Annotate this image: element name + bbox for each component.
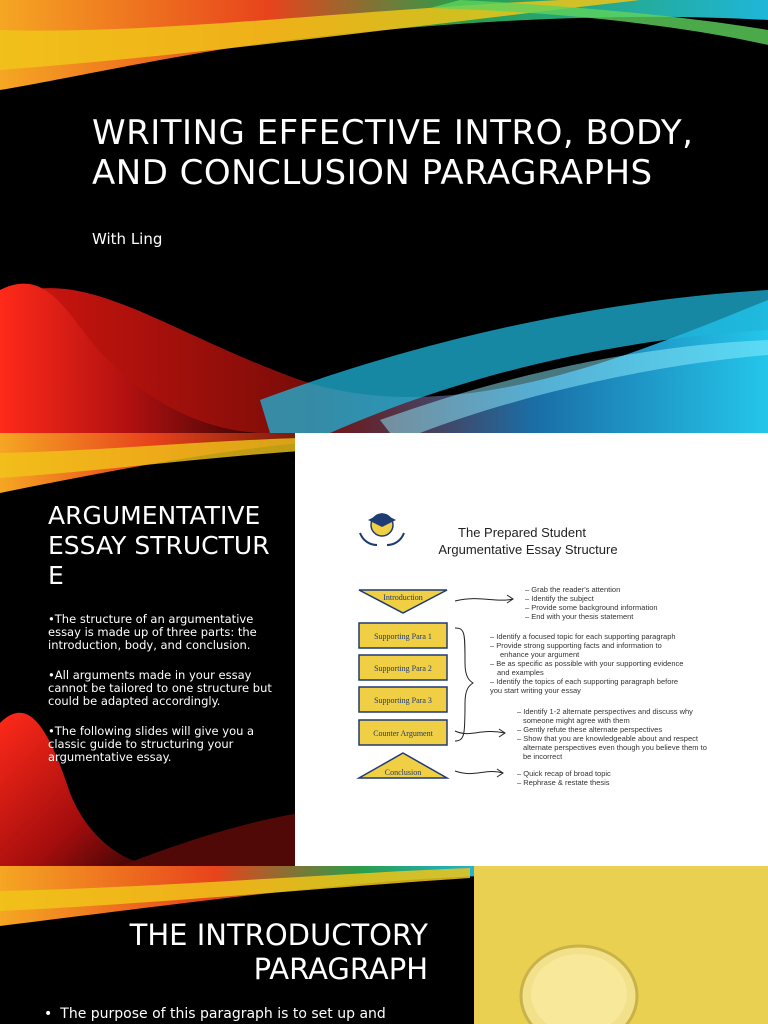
note-line: – Be as specific as possible with your supporting evidence [490, 659, 684, 668]
note-line: – End with your thesis statement [525, 612, 634, 621]
bullet-item: •The structure of an argumentative essay is made up of three parts: the introduction, body, and conclusion. [48, 612, 257, 652]
note-line: – Provide strong supporting facts and information to [490, 641, 662, 650]
note-line: and examples [497, 668, 544, 677]
diagram-heading-line2: Argumentative Essay Structure [438, 542, 618, 557]
note-line: – Identify the subject [525, 594, 594, 603]
note-line: enhance your argument [500, 650, 580, 659]
note-line: – Identify 1-2 alternate perspectives and discuss why [517, 707, 693, 716]
note-line: – Show that you are knowledgeable about and respect [517, 734, 698, 743]
note-line: you start writing your essay [490, 686, 581, 695]
diagram-heading-line1: The Prepared Student [458, 525, 586, 540]
note-line: – Quick recap of broad topic [517, 769, 611, 778]
note-line: – Identify the topics of each supporting paragraph before [490, 677, 679, 686]
note-line: – Provide some background information [525, 603, 658, 612]
bullet-list [44, 1006, 434, 1022]
diagram-canvas [295, 433, 768, 866]
slide-subtitle: With Ling [92, 230, 163, 248]
note-line: – Grab the reader's attention [525, 585, 621, 594]
intro-paragraph-slide [0, 866, 768, 1024]
box-label: Conclusion [384, 768, 422, 777]
box-label: Counter Argument [373, 729, 433, 738]
essay-structure-diagram [295, 433, 768, 866]
magnifier-photo [474, 866, 768, 1024]
bullet-item: •All arguments made in your essay cannot be tailored to one structure but could be adapted accordingly. [48, 668, 272, 708]
bullet-list [48, 613, 274, 781]
note-line: someone might agree with them [523, 716, 630, 725]
bullet-item: •The following slides will give you a classic guide to structuring your argumentative essay. [48, 724, 255, 764]
box-label: Introduction [383, 593, 423, 602]
slide-title: ARGUMENTATIVE ESSAY STRUCTURE [48, 501, 270, 590]
structure-slide [0, 433, 768, 866]
note-line: alternate perspectives even though you believe them to [523, 743, 707, 752]
graduation-cap-icon [360, 513, 404, 545]
box-label: Supporting Para 1 [374, 632, 432, 641]
slide-title: THE INTRODUCTORY PARAGRAPH [129, 918, 428, 986]
swoosh-decoration [0, 0, 768, 433]
bullet-item: • The purpose of this paragraph is to set up and [44, 1006, 434, 1022]
slide-title: WRITING EFFECTIVE INTRO, BODY, AND CONCLUSION PARAGRAPHS [92, 113, 694, 193]
note-line: – Identify a focused topic for each supporting paragraph [490, 632, 676, 641]
note-line: – Gently refute these alternate perspectives [517, 725, 663, 734]
note-line: – Rephrase & restate thesis [517, 778, 610, 787]
title-slide [0, 0, 768, 433]
magnifying-glass-icon [474, 866, 768, 1024]
box-label: Supporting Para 3 [374, 696, 432, 705]
box-label: Supporting Para 2 [374, 664, 432, 673]
note-line: be incorrect [523, 752, 563, 761]
